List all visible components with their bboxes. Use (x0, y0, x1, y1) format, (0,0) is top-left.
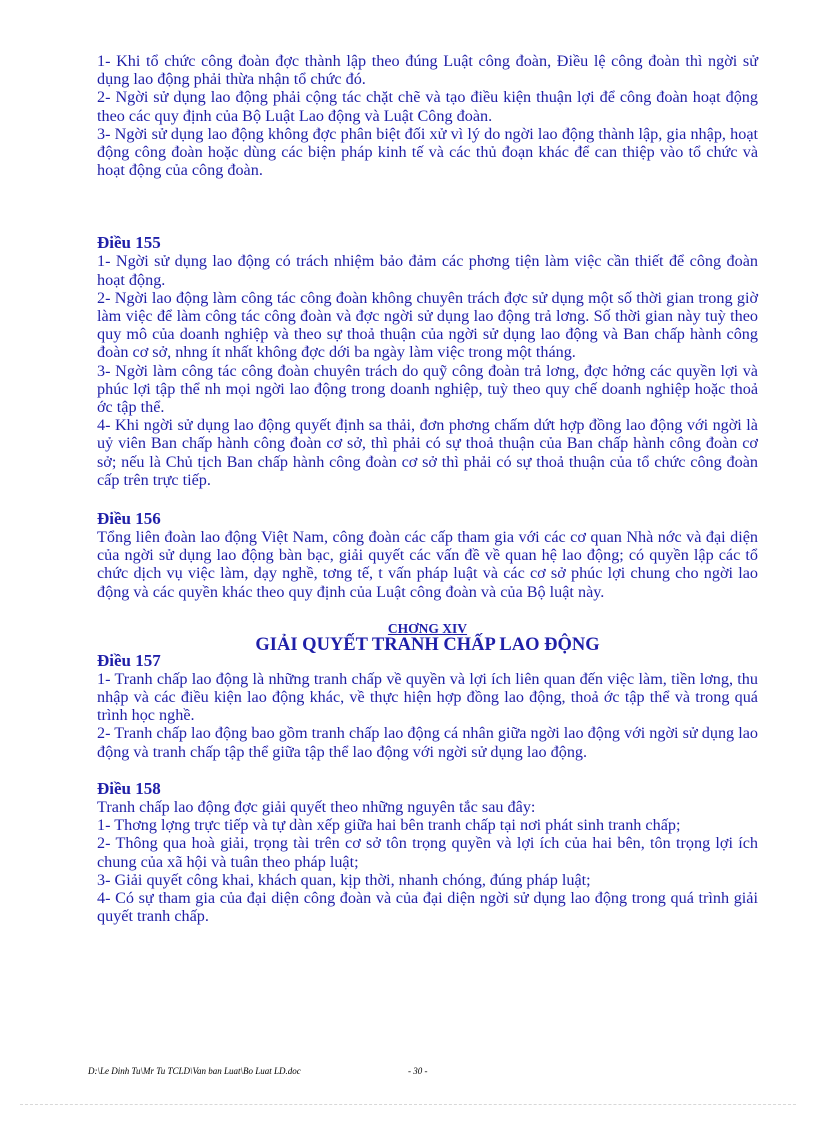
paragraph: 2- Ngời sử dụng lao động phải cộng tác chặt chẽ và tạo điều kiện thuận lợi để công đoàn hoạt động theo các quy định của Bộ Luật Lao động và Luật Công đoàn. (97, 88, 758, 125)
paragraph: 1- Khi tổ chức công đoàn đợc thành lập theo đúng Luật công đoàn, Điều lệ công đoàn thì ngời sử dụng lao động phải thừa nhận tổ chức đó. (97, 52, 758, 89)
paragraph: 2- Ngời lao động làm công tác công đoàn không chuyên trách đợc sử dụng một số thời gian trong giờ làm việc để làm công tác công đoàn và đợc ngời sử dụng lao động trả lơng. Số thời gian này tuỳ theo quy mô của doanh nghiệp và theo sự thoả thuận của ngời sử dụng lao động và Ban chấp hành công đoàn cơ sở, nhng ít nhất không đợc dới ba ngày làm việc trong một tháng. (97, 288, 758, 362)
article-155 (97, 233, 758, 489)
article-heading: Điều 158 (97, 778, 161, 798)
page-number: - 30 - (408, 1066, 428, 1076)
paragraph: 3- Giải quyết công khai, khách quan, kịp thời, nhanh chóng, đúng pháp luật; (97, 870, 591, 889)
paragraph: 4- Khi ngời sử dụng lao động quyết định sa thải, đơn phơng chấm dứt hợp đồng lao động với ngời là uỷ viên Ban chấp hành công đoàn cơ sở, thì phải có sự thoả thuận của Ban chấp hành công đoàn cơ sở; nếu là Chủ tịch Ban chấp hành công đoàn cơ sở thì phải có sự thoả thuận của tổ chức công đoàn cấp trên trực tiếp. (97, 416, 758, 489)
paragraph: Tổng liên đoàn lao động Việt Nam, công đoàn các cấp tham gia với các cơ quan Nhà nớc và đại diện của ngời sử dụng lao động bàn bạc, giải quyết các vấn đề về quan hệ lao động; có quyền lập các tổ chức dịch vụ việc làm, dạy nghề, tơng tế, t vấn pháp luật và các cơ sở phúc lợi chung cho ngời lao động và các quyền khác theo quy định của Luật công đoàn và của Bộ luật này. (97, 528, 758, 601)
article-heading: Điều 155 (97, 233, 161, 253)
paragraph: 3- Ngời làm công tác công đoàn chuyên trách do quỹ công đoàn trả lơng, đợc hởng các quyền lợi và phúc lợi tập thể nh mọi ngời lao động trong doanh nghiệp, tuỳ theo quy chế doanh nghiệp hoặc thoả ớc tập thể. (97, 361, 758, 417)
intro-section (97, 52, 758, 179)
chapter-label: CHƠNG XIV (387, 620, 468, 636)
paragraph: Tranh chấp lao động đợc giải quyết theo những nguyên tắc sau đây: (97, 797, 536, 816)
article-heading: Điều 157 (97, 650, 161, 670)
chapter-title: GIẢI QUYẾT TRANH CHẤP LAO ĐỘNG (255, 634, 600, 655)
paragraph: 4- Có sự tham gia của đại diện công đoàn và của đại diện ngời sử dụng lao động trong quá trình giải quyết tranh chấp. (97, 888, 758, 926)
paragraph: 2- Tranh chấp lao động bao gồm tranh chấp lao động cá nhân giữa ngời lao động với ngời sử dụng lao động và tranh chấp tập thể giữa tập thể lao động với ngời sử dụng lao động. (97, 724, 758, 761)
file-path: D:\Le Dinh Tu\Mr Tu TCLD\Van ban Luat\Bo Luat LD.doc (88, 1066, 301, 1076)
article-heading: Điều 156 (97, 509, 161, 529)
paragraph: 2- Thông qua hoà giải, trọng tài trên cơ sở tôn trọng quyền và lợi ích của hai bên, tôn trọng lợi ích chung của xã hội và tuân theo pháp luật; (97, 834, 758, 871)
paragraph: 1- Thơng lợng trực tiếp và tự dàn xếp giữa hai bên tranh chấp tại nơi phát sinh tranh chấp; (97, 816, 681, 835)
article-157 (97, 651, 758, 761)
article-158 (97, 779, 758, 925)
page-bottom-divider (20, 1104, 796, 1105)
paragraph: 3- Ngời sử dụng lao động không đợc phân biệt đối xử vì lý do ngời lao động thành lập, gia nhập, hoạt động công đoàn hoặc dùng các biện pháp kinh tế và các thủ đoạn khác để can thiệp vào tổ chức và hoạt động của công đoàn. (97, 124, 758, 180)
chapter-header (97, 621, 758, 659)
paragraph: 1- Tranh chấp lao động là những tranh chấp về quyền và lợi ích liên quan đến việc làm, tiền lơng, thu nhập và các điều kiện lao động khác, về thực hiện hợp đồng lao động, thoả ớc tập thể và trong quá trình học nghề. (97, 669, 758, 725)
document-body (97, 52, 758, 925)
paragraph: 1- Ngời sử dụng lao động có trách nhiệm bảo đảm các phơng tiện làm việc cần thiết để công đoàn hoạt động. (97, 252, 758, 289)
article-156 (97, 509, 758, 601)
